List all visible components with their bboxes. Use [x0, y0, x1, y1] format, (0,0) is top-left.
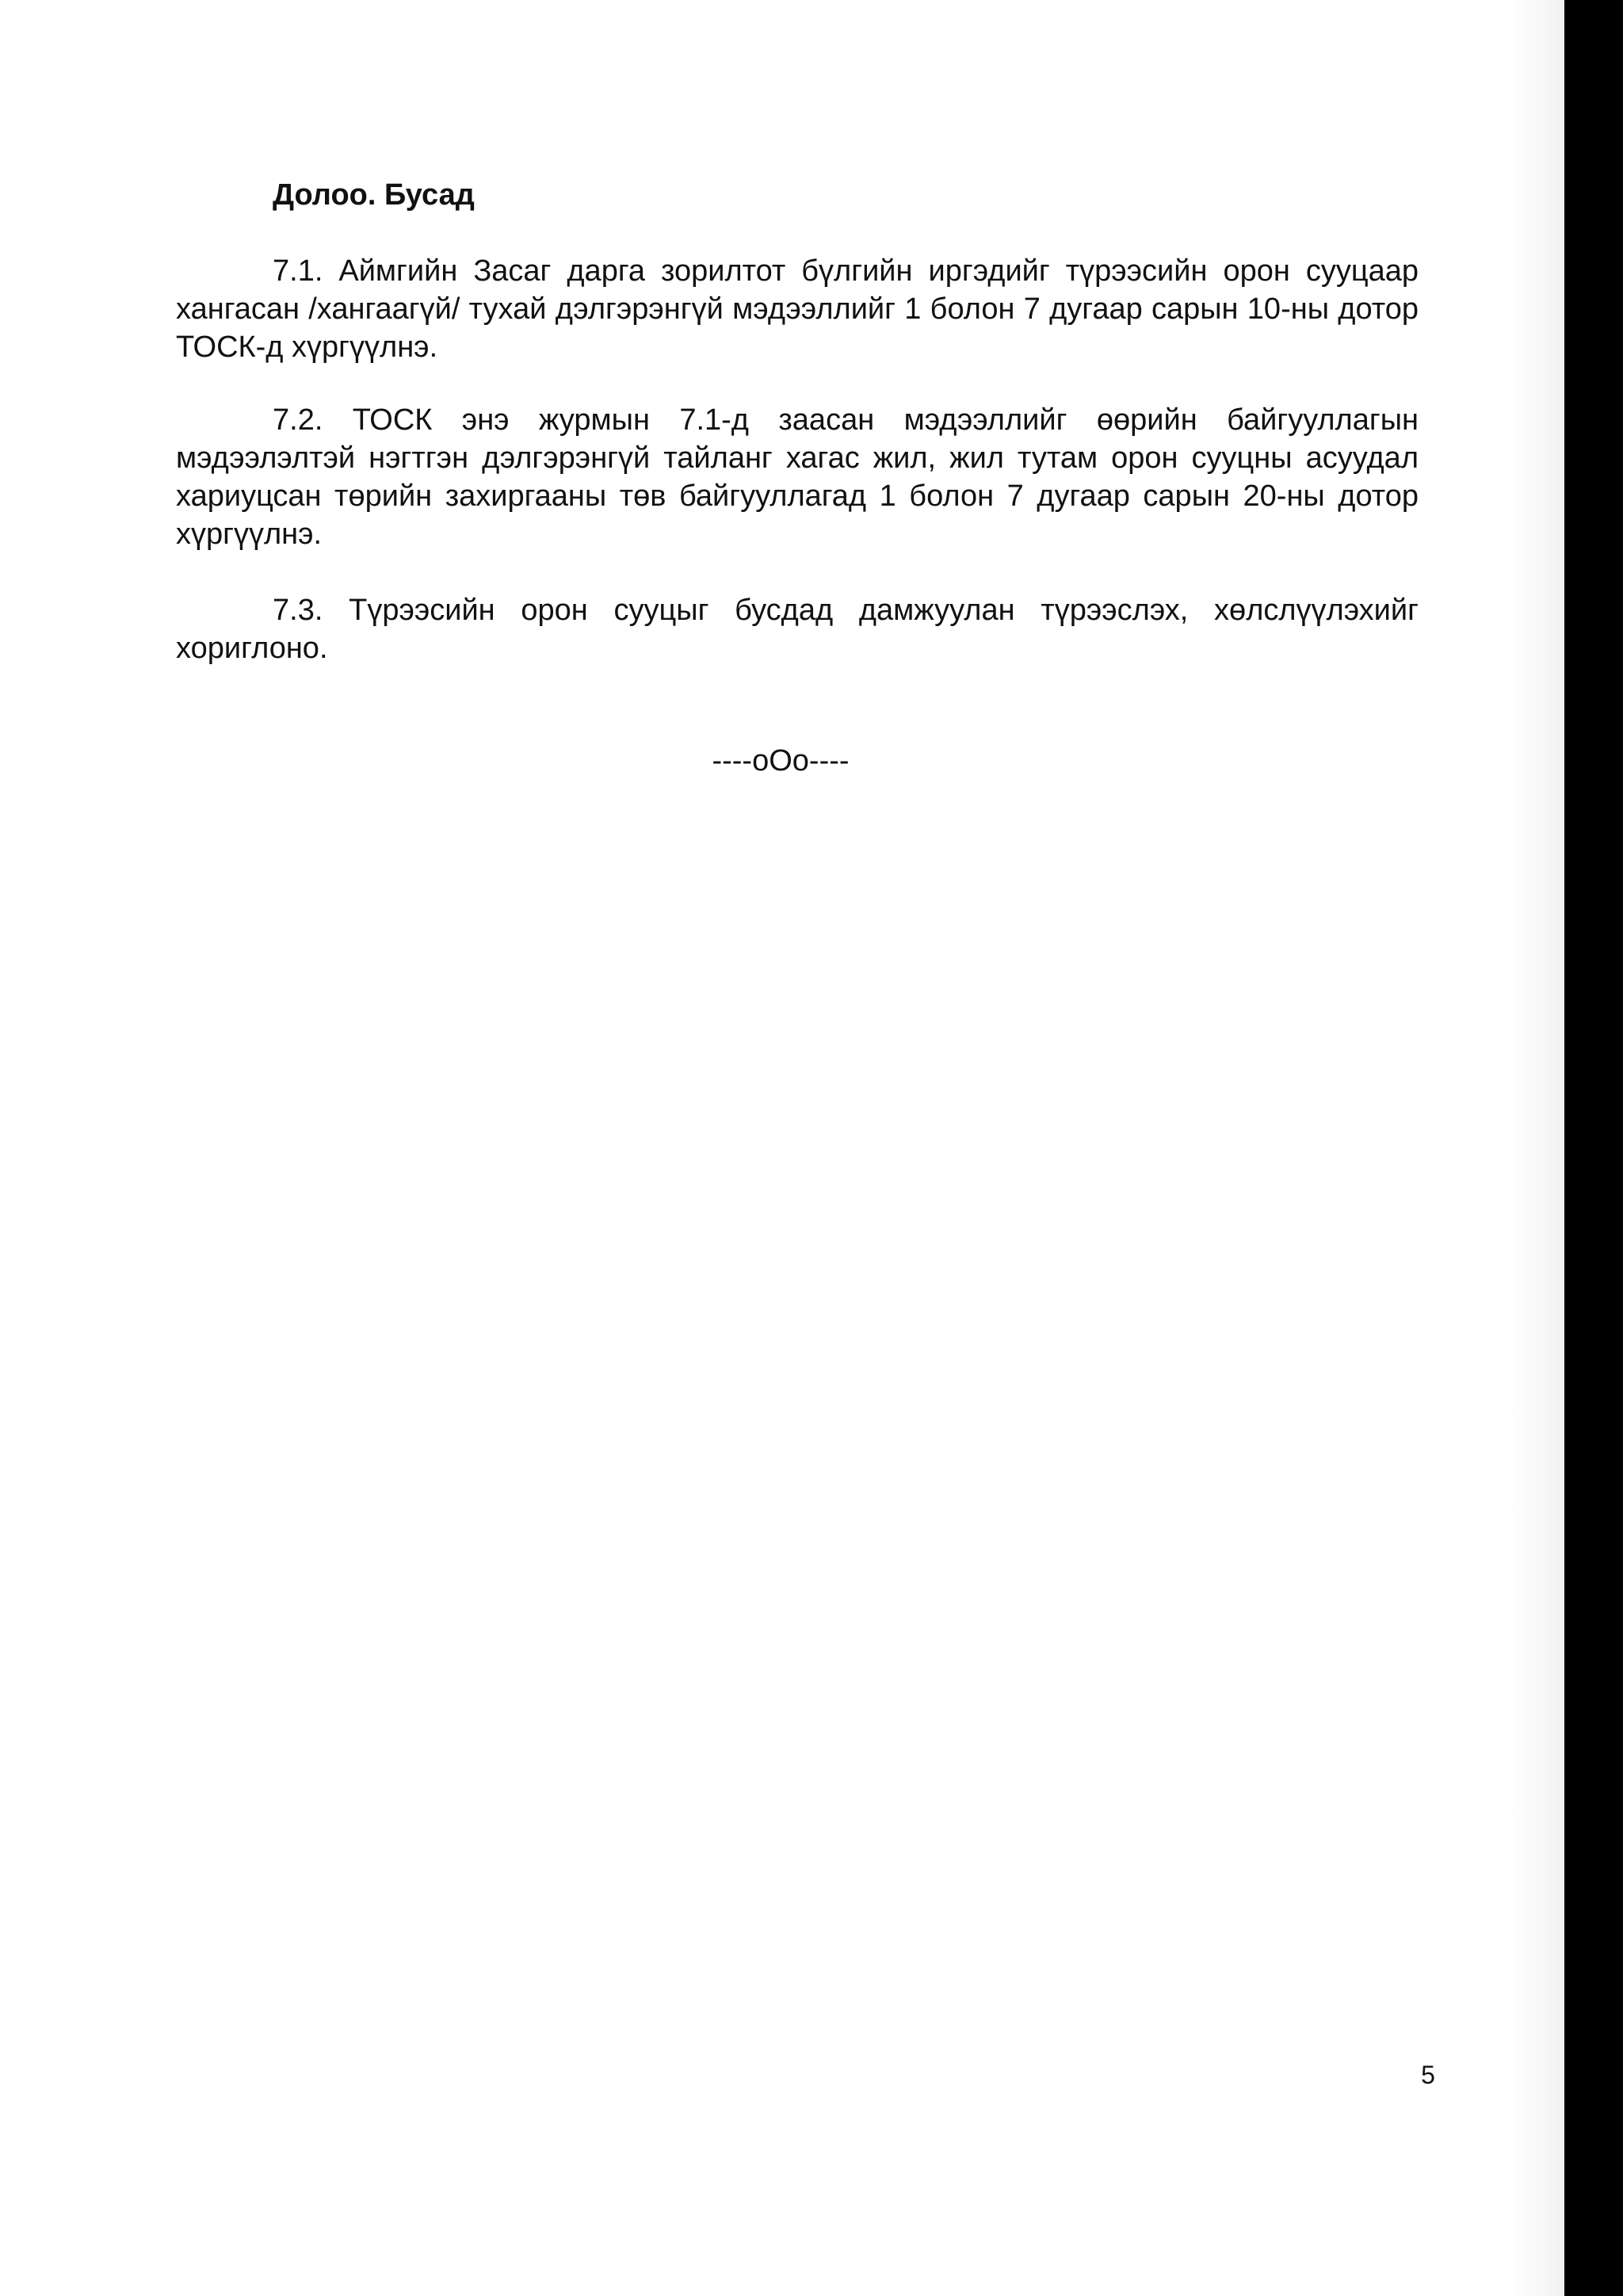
- scan-edge-bar: [1564, 0, 1623, 2296]
- paragraph-7-2: 7.2. ТОСК энэ журмын 7.1-д заасан мэдээллийг өөрийн байгууллагын мэдээлэлтэй нэгтгэн дэлгэрэнгүй тайланг хагас жил, жил тутам орон сууцны асуудал хариуцсан төрийн захиргааны төв байгууллагад 1 болон 7 дугаар сарын 20-ны дотор хүргүүлнэ.: [176, 403, 1419, 551]
- page-number: 5: [1421, 2061, 1435, 2089]
- end-marker: ----oOo----: [712, 744, 850, 777]
- paragraph-7-1: 7.1. Аймгийн Засаг дарга зорилтот бүлгийн иргэдийг түрээсийн орон сууцаар хангасан /хангаагүй/ тухай дэлгэрэнгүй мэдээллийг 1 болон 7 дугаар сарын 10-ны дотор ТОСК-д хүргүүлнэ.: [176, 254, 1419, 364]
- paragraph-7-3: 7.3. Түрээсийн орон сууцыг бусдад дамжуулан түрээслэх, хөлслүүлэхийг хориглоно.: [176, 594, 1419, 665]
- scan-shadow: [1506, 0, 1564, 2296]
- section-heading: Долоо. Бусад: [273, 178, 475, 212]
